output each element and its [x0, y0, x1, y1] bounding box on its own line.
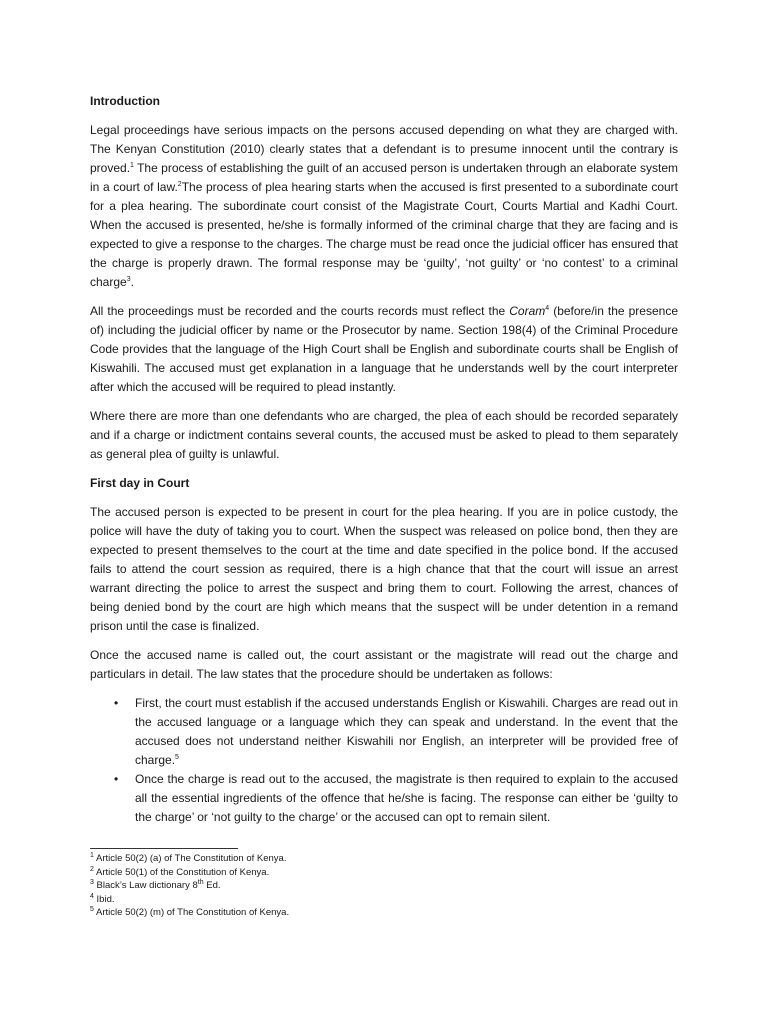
section-heading-first-day: First day in Court [90, 476, 190, 490]
footnote-text: Article 50(1) of the Constitution of Kenya. [96, 866, 270, 878]
footnote-number: 2 [90, 865, 94, 873]
footnote-ref-3: 3 [126, 276, 131, 283]
footnote-ref-5: 5 [175, 754, 179, 761]
bullet-icon: • [114, 772, 119, 786]
footnote-2 [90, 866, 678, 880]
footnote-1 [90, 852, 678, 866]
footnote-text: Article 50(2) (a) of The Constitution of Kenya. [96, 853, 287, 864]
footnote-text: Black’s Law dictionary 8 [96, 880, 198, 891]
footnote-3 [90, 879, 678, 893]
list-item-text: Once the charge is read out to the accused, the magistrate is then required to explain to the accused all the essential ingredients of the offence that he/she is facing. The response can either be ‘guilty to the charge’ or ‘not guilty to the charge’ or the accused can opt to remain silent. [135, 772, 678, 824]
intro-paragraph-1 [90, 121, 678, 292]
first-day-paragraph-1: The accused person is expected to be present in court for the plea hearing. If you are in police custody, the police will have the duty of taking you to court. When the suspect was released on police bond, then they are expected to present themselves to the court at the time and date specified in the police bond. If the accused fails to attend the court session as required, there is a high chance that that the court will issue an arrest warrant directing the police to arrest the suspect and bring them to court. Following the arrest, chances of being denied bond by the court are high which means that the suspect will be under detention in a remand prison until the case is finalized. [90, 505, 678, 633]
text-run: . [130, 275, 134, 289]
footnote-4 [90, 893, 678, 907]
footnote-text: Ibid. [96, 893, 115, 905]
footnote-text-tail: Ed. [203, 880, 221, 891]
coram-term: Coram [509, 304, 546, 318]
text-run: Legal proceedings have serious impacts on the persons accused depending on what they are charged with. The Kenyan Constitution (2010) clearly states that a defendant is to presume innocent until the contrary is proved. [90, 123, 678, 175]
ordinal-suffix: th [197, 878, 204, 886]
first-day-paragraph-2: Once the accused name is called out, the court assistant or the magistrate will read out the charge and particulars in detail. The law states that the procedure should be undertaken as follows: [90, 648, 678, 681]
text-run: The process of establishing the guilt of an accused person is undertaken through an elaborate system in a court of law. [90, 161, 678, 194]
footnote-text: Article 50(2) (m) of The Constitution of Kenya. [96, 907, 290, 918]
document-body [90, 92, 678, 827]
section-heading-introduction: Introduction [90, 94, 160, 108]
footnotes [90, 852, 678, 920]
footnote-number: 3 [90, 878, 94, 886]
intro-paragraph-3: Where there are more than one defendants who are charged, the plea of each should be recorded separately and if a charge or indictment contains several counts, the accused must be asked to plead to them separately as general plea of guilty is unlawful. [90, 409, 678, 461]
footnote-ref-4: 4 [545, 305, 550, 312]
footnote-number: 5 [90, 905, 94, 913]
procedure-list [90, 694, 678, 827]
bullet-icon: • [114, 696, 119, 710]
footnote-separator [90, 848, 238, 849]
footnote-ref-2: 2 [177, 181, 182, 188]
footnote-ref-1: 1 [130, 162, 134, 169]
text-run: All the proceedings must be recorded and the courts records must reflect the [90, 304, 510, 318]
text-run: The process of plea hearing starts when the accused is first presented to a subordinate court for a plea hearing. The subordinate court consist of the Magistrate Court, Courts Martial and Kadhi Court. When the accused is presented, he/she is formally informed of the criminal charge that they are facing and is expected to give a response to the charges. The charge must be read once the judicial officer has ensured that the charge is properly drawn. The formal response may be ‘guilty’, ‘not guilty’ or ‘no contest’ to a criminal charge [90, 180, 678, 289]
list-item [90, 694, 678, 770]
list-item-text: First, the court must establish if the accused understands English or Kiswahili. Charges are read out in the accused language or a language which they can speak and understand. In the event that the accused does not understand neither Kiswahili nor English, an interpreter will be provided free of charge. [135, 696, 678, 767]
intro-paragraph-2 [90, 302, 678, 397]
text-run: (before/in the presence of) including the judicial officer by name or the Prosecutor by name. Section 198(4) of the Criminal Procedure Code provides that the language of the High Court shall be English and subordinate courts shall be English of Kiswahili. The accused must get explanation in a language that he understands well by the court interpreter after which the accused will be required to plead instantly. [90, 304, 678, 394]
footnote-number: 4 [90, 892, 94, 900]
footnote-number: 1 [90, 851, 94, 859]
list-item [90, 770, 678, 827]
footnote-5 [90, 906, 678, 920]
